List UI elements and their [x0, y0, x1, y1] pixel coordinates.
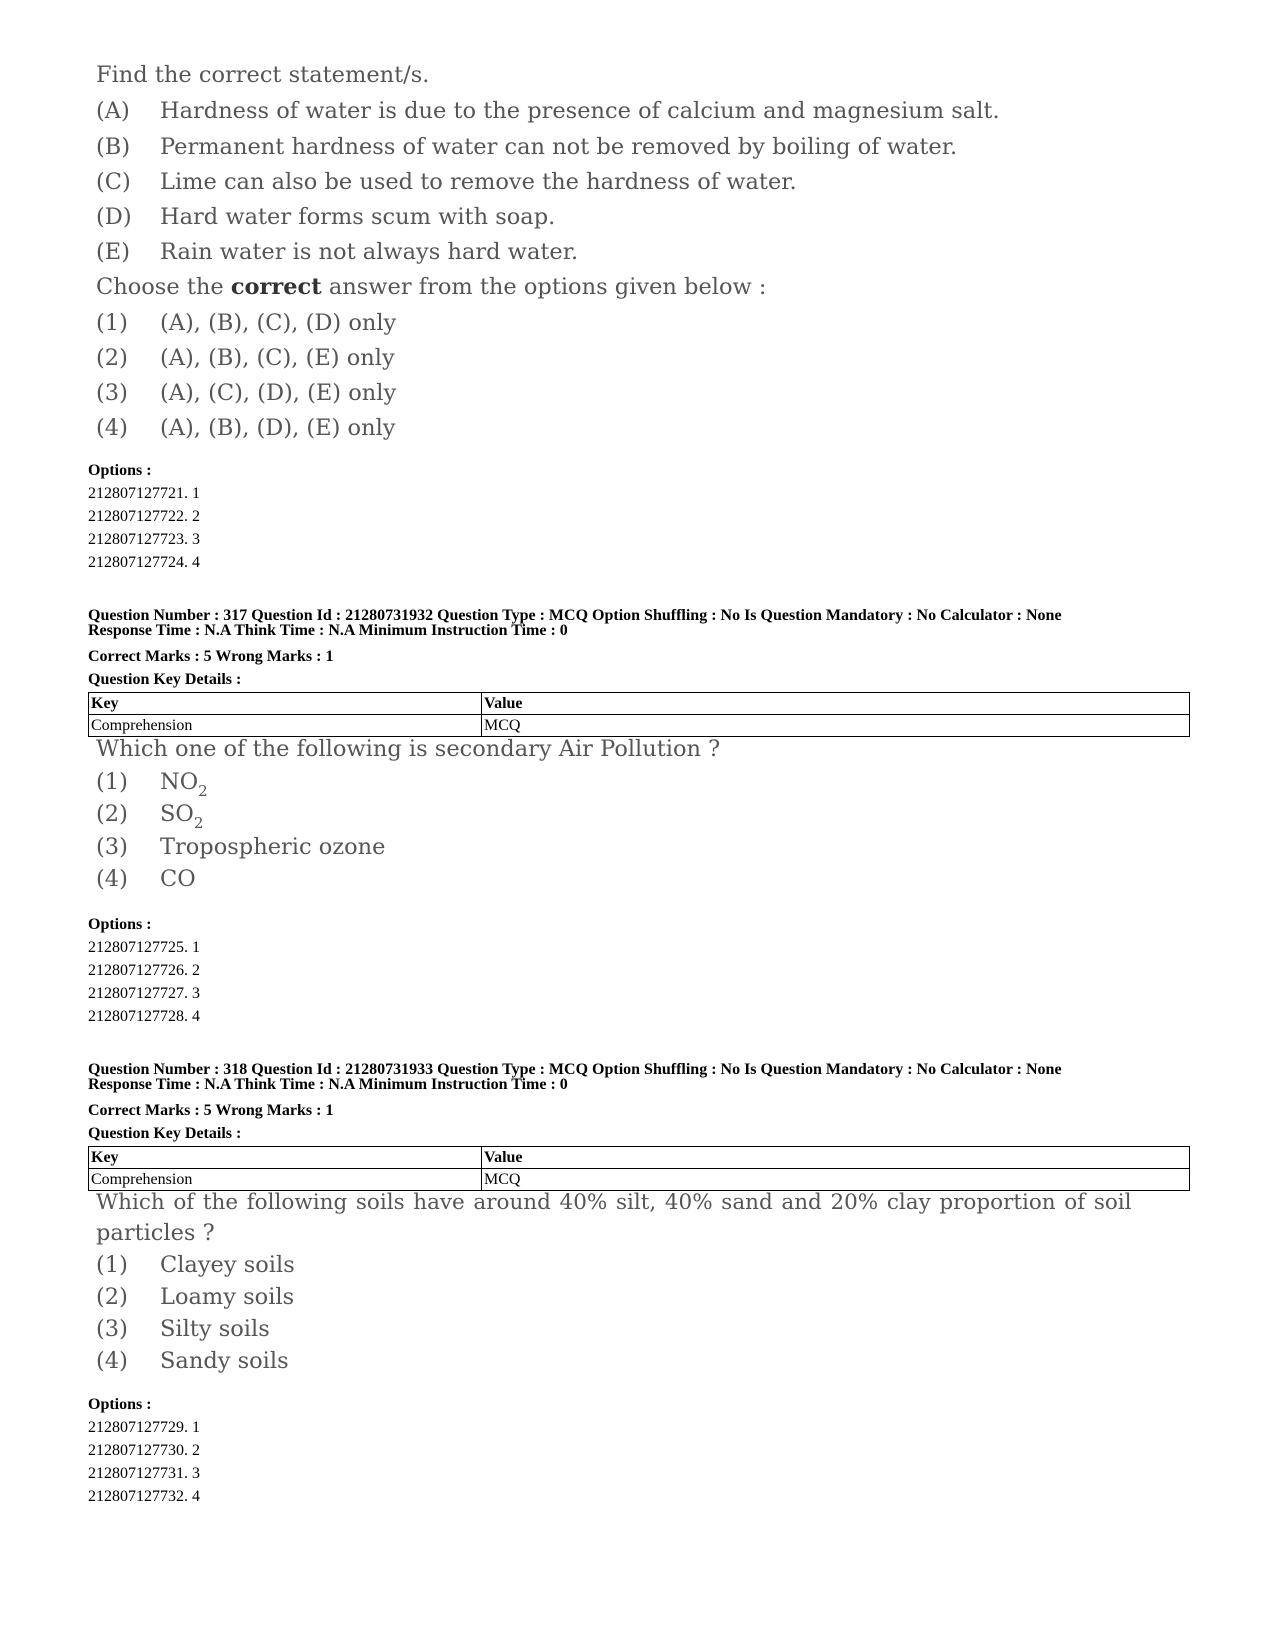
q316-choice-label: (1) [96, 310, 128, 336]
q317-choice-text [160, 769, 208, 800]
q316-stem: Find the correct statement/s. [96, 62, 430, 88]
key-cell: Comprehension [89, 1169, 482, 1191]
q316-choice-text: (A), (C), (D), (E) only [160, 380, 397, 406]
q317-choice-label: (3) [96, 834, 128, 860]
q318-choice-label: (2) [96, 1284, 128, 1310]
q318-choice-text: Loamy soils [160, 1284, 295, 1310]
q316-statement-text: Hard water forms scum with soap. [160, 204, 556, 230]
q316-statement-text: Hardness of water is due to the presence of calcium and magnesium salt. [160, 98, 1000, 124]
q318-options-heading: Options : [88, 1396, 152, 1413]
q318-marks: Correct Marks : 5 Wrong Marks : 1 [88, 1102, 334, 1119]
q316-instruction [96, 274, 767, 300]
q317-choice-text: CO [160, 866, 196, 892]
choice-base: NO [160, 769, 199, 795]
q317-option: 212807127728. 4 [88, 1008, 200, 1025]
q318-option: 212807127729. 1 [88, 1419, 200, 1436]
q316-choice-text: (A), (B), (C), (E) only [160, 345, 395, 371]
q317-meta-line2: Response Time : N.A Think Time : N.A Minimum Instruction Time : 0 [88, 622, 568, 639]
q317-meta-line1: Question Number : 317 Question Id : 21280731932 Question Type : MCQ Option Shuffling : No Is Question Mandatory : No Calculator : None [88, 607, 1062, 624]
q317-option: 212807127727. 3 [88, 985, 200, 1002]
q316-options-heading: Options : [88, 462, 152, 479]
q317-choice-text [160, 801, 204, 832]
q318-key-table [88, 1146, 1190, 1191]
q317-choice-label: (2) [96, 801, 128, 827]
q318-choice-label: (3) [96, 1316, 128, 1342]
q317-stem: Which one of the following is secondary Air Pollution ? [96, 736, 721, 762]
q316-statement-label: (D) [96, 204, 132, 230]
q316-statement-label: (A) [96, 98, 130, 124]
q318-key-details: Question Key Details : [88, 1125, 242, 1142]
q318-choice-text: Sandy soils [160, 1348, 289, 1374]
choice-subscript: 2 [193, 814, 204, 832]
key-cell: Comprehension [89, 715, 482, 737]
q317-marks: Correct Marks : 5 Wrong Marks : 1 [88, 648, 334, 665]
q317-key-details: Question Key Details : [88, 671, 242, 688]
q316-statement-text: Lime can also be used to remove the hardness of water. [160, 169, 797, 195]
q316-instruction-post: answer from the options given below : [328, 274, 767, 300]
q317-options-heading: Options : [88, 916, 152, 933]
value-cell: MCQ [482, 715, 1190, 737]
q316-instruction-pre: Choose the [96, 274, 224, 300]
key-header: Key [89, 693, 482, 715]
q318-option: 212807127730. 2 [88, 1442, 200, 1459]
q316-statement-label: (C) [96, 169, 131, 195]
q317-choice-label: (4) [96, 866, 128, 892]
q318-choice-text: Silty soils [160, 1316, 270, 1342]
q316-instruction-bold: correct [230, 274, 322, 300]
q318-choice-label: (1) [96, 1252, 128, 1278]
q316-statement-text: Permanent hardness of water can not be removed by boiling of water. [160, 134, 958, 160]
value-header: Value [482, 1147, 1190, 1169]
q318-option: 212807127732. 4 [88, 1488, 200, 1505]
value-cell: MCQ [482, 1169, 1190, 1191]
q317-choice-text: Tropospheric ozone [160, 834, 386, 860]
q316-option: 212807127721. 1 [88, 485, 200, 502]
q317-key-table [88, 692, 1190, 737]
choice-base: SO [160, 801, 194, 827]
q316-choice-text: (A), (B), (D), (E) only [160, 415, 396, 441]
q316-statement-label: (B) [96, 134, 131, 160]
key-header: Key [89, 1147, 482, 1169]
q318-option: 212807127731. 3 [88, 1465, 200, 1482]
q318-meta-line1: Question Number : 318 Question Id : 21280731933 Question Type : MCQ Option Shuffling : No Is Question Mandatory : No Calculator : None [88, 1061, 1062, 1078]
q318-stem-line1: Which of the following soils have around 40% silt, 40% sand and 20% clay proportion of soil [96, 1190, 1132, 1215]
q317-option: 212807127726. 2 [88, 962, 200, 979]
q316-choice-text: (A), (B), (C), (D) only [160, 310, 397, 336]
q316-choice-label: (4) [96, 415, 128, 441]
q316-option: 212807127722. 2 [88, 508, 200, 525]
q316-option: 212807127724. 4 [88, 554, 200, 571]
q316-option: 212807127723. 3 [88, 531, 200, 548]
q316-choice-label: (2) [96, 345, 128, 371]
q316-statement-label: (E) [96, 239, 130, 265]
q318-meta-line2: Response Time : N.A Think Time : N.A Minimum Instruction Time : 0 [88, 1076, 568, 1093]
value-header: Value [482, 693, 1190, 715]
choice-subscript: 2 [198, 782, 208, 800]
q316-choice-label: (3) [96, 380, 128, 406]
q318-choice-label: (4) [96, 1348, 128, 1374]
q318-choice-text: Clayey soils [160, 1252, 295, 1278]
q317-option: 212807127725. 1 [88, 939, 200, 956]
q316-statement-text: Rain water is not always hard water. [160, 239, 579, 265]
q317-choice-label: (1) [96, 769, 128, 795]
q318-stem-line2: particles ? [96, 1220, 215, 1246]
